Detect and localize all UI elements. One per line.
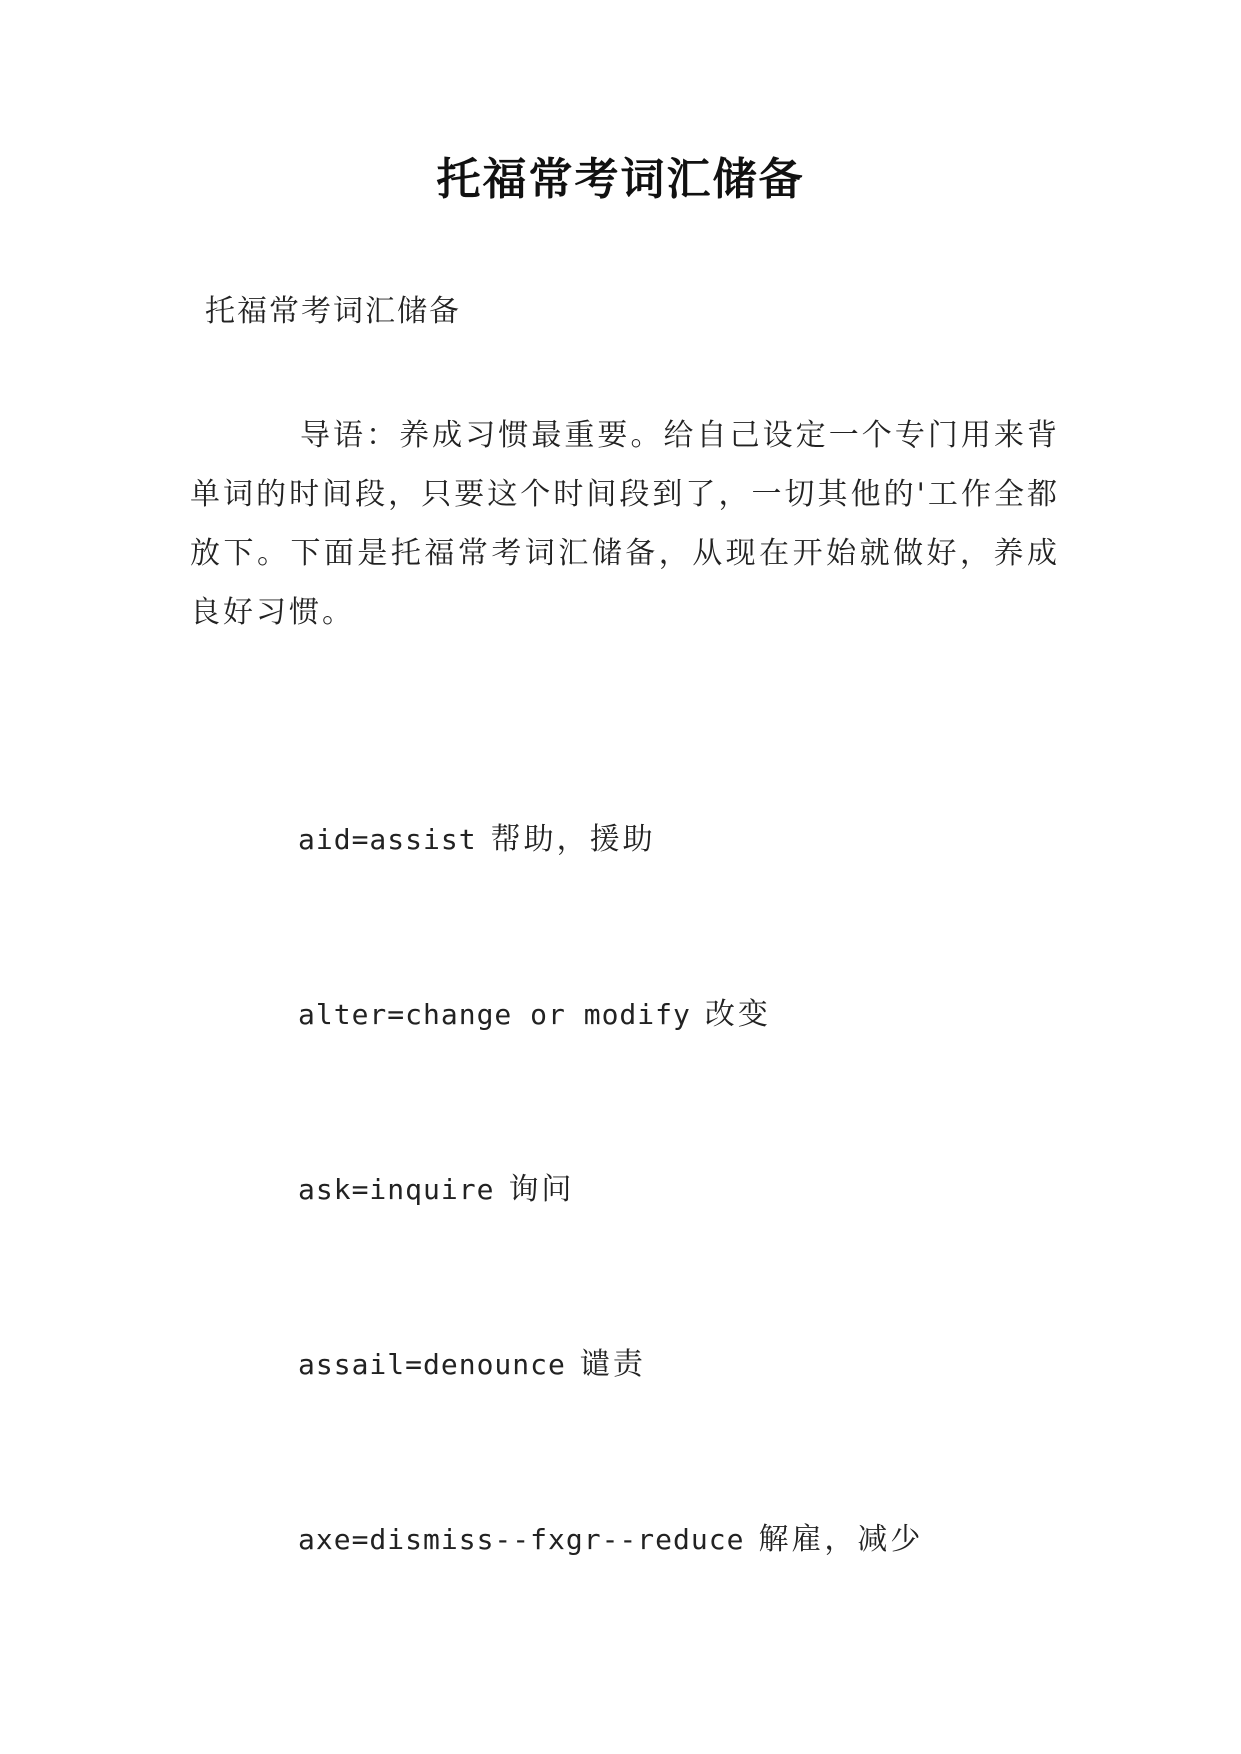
vocab-english: axe=dismiss--fxgr--reduce [298, 1523, 745, 1556]
vocab-item [298, 995, 923, 1035]
vocab-english: ask=inquire [298, 1173, 495, 1206]
vocab-list [298, 820, 923, 1695]
vocab-english: assail=denounce [298, 1348, 566, 1381]
vocab-chinese: 改变 [704, 997, 771, 1032]
vocab-chinese: 帮助，援助 [490, 822, 656, 857]
vocab-item [298, 820, 923, 860]
document-subtitle: 托福常考词汇储备 [205, 294, 461, 329]
intro-paragraph: 导语：养成习惯最重要。给自己设定一个专门用来背单词的时间段，只要这个时间段到了，一切其他的'工作全都放下。下面是托福常考词汇储备，从现在开始就做好，养成良好习惯。 [190, 418, 1060, 630]
vocab-item [298, 1170, 923, 1210]
vocab-item [298, 1520, 923, 1560]
vocab-item [298, 1345, 923, 1385]
vocab-english: alter=change or modify [298, 998, 691, 1031]
vocab-chinese: 询问 [508, 1172, 575, 1207]
page-title: 托福常考词汇储备 [436, 154, 805, 205]
vocab-chinese: 谴责 [579, 1347, 646, 1382]
vocab-chinese: 解雇，减少 [758, 1522, 924, 1557]
vocab-english: aid=assist [298, 823, 477, 856]
